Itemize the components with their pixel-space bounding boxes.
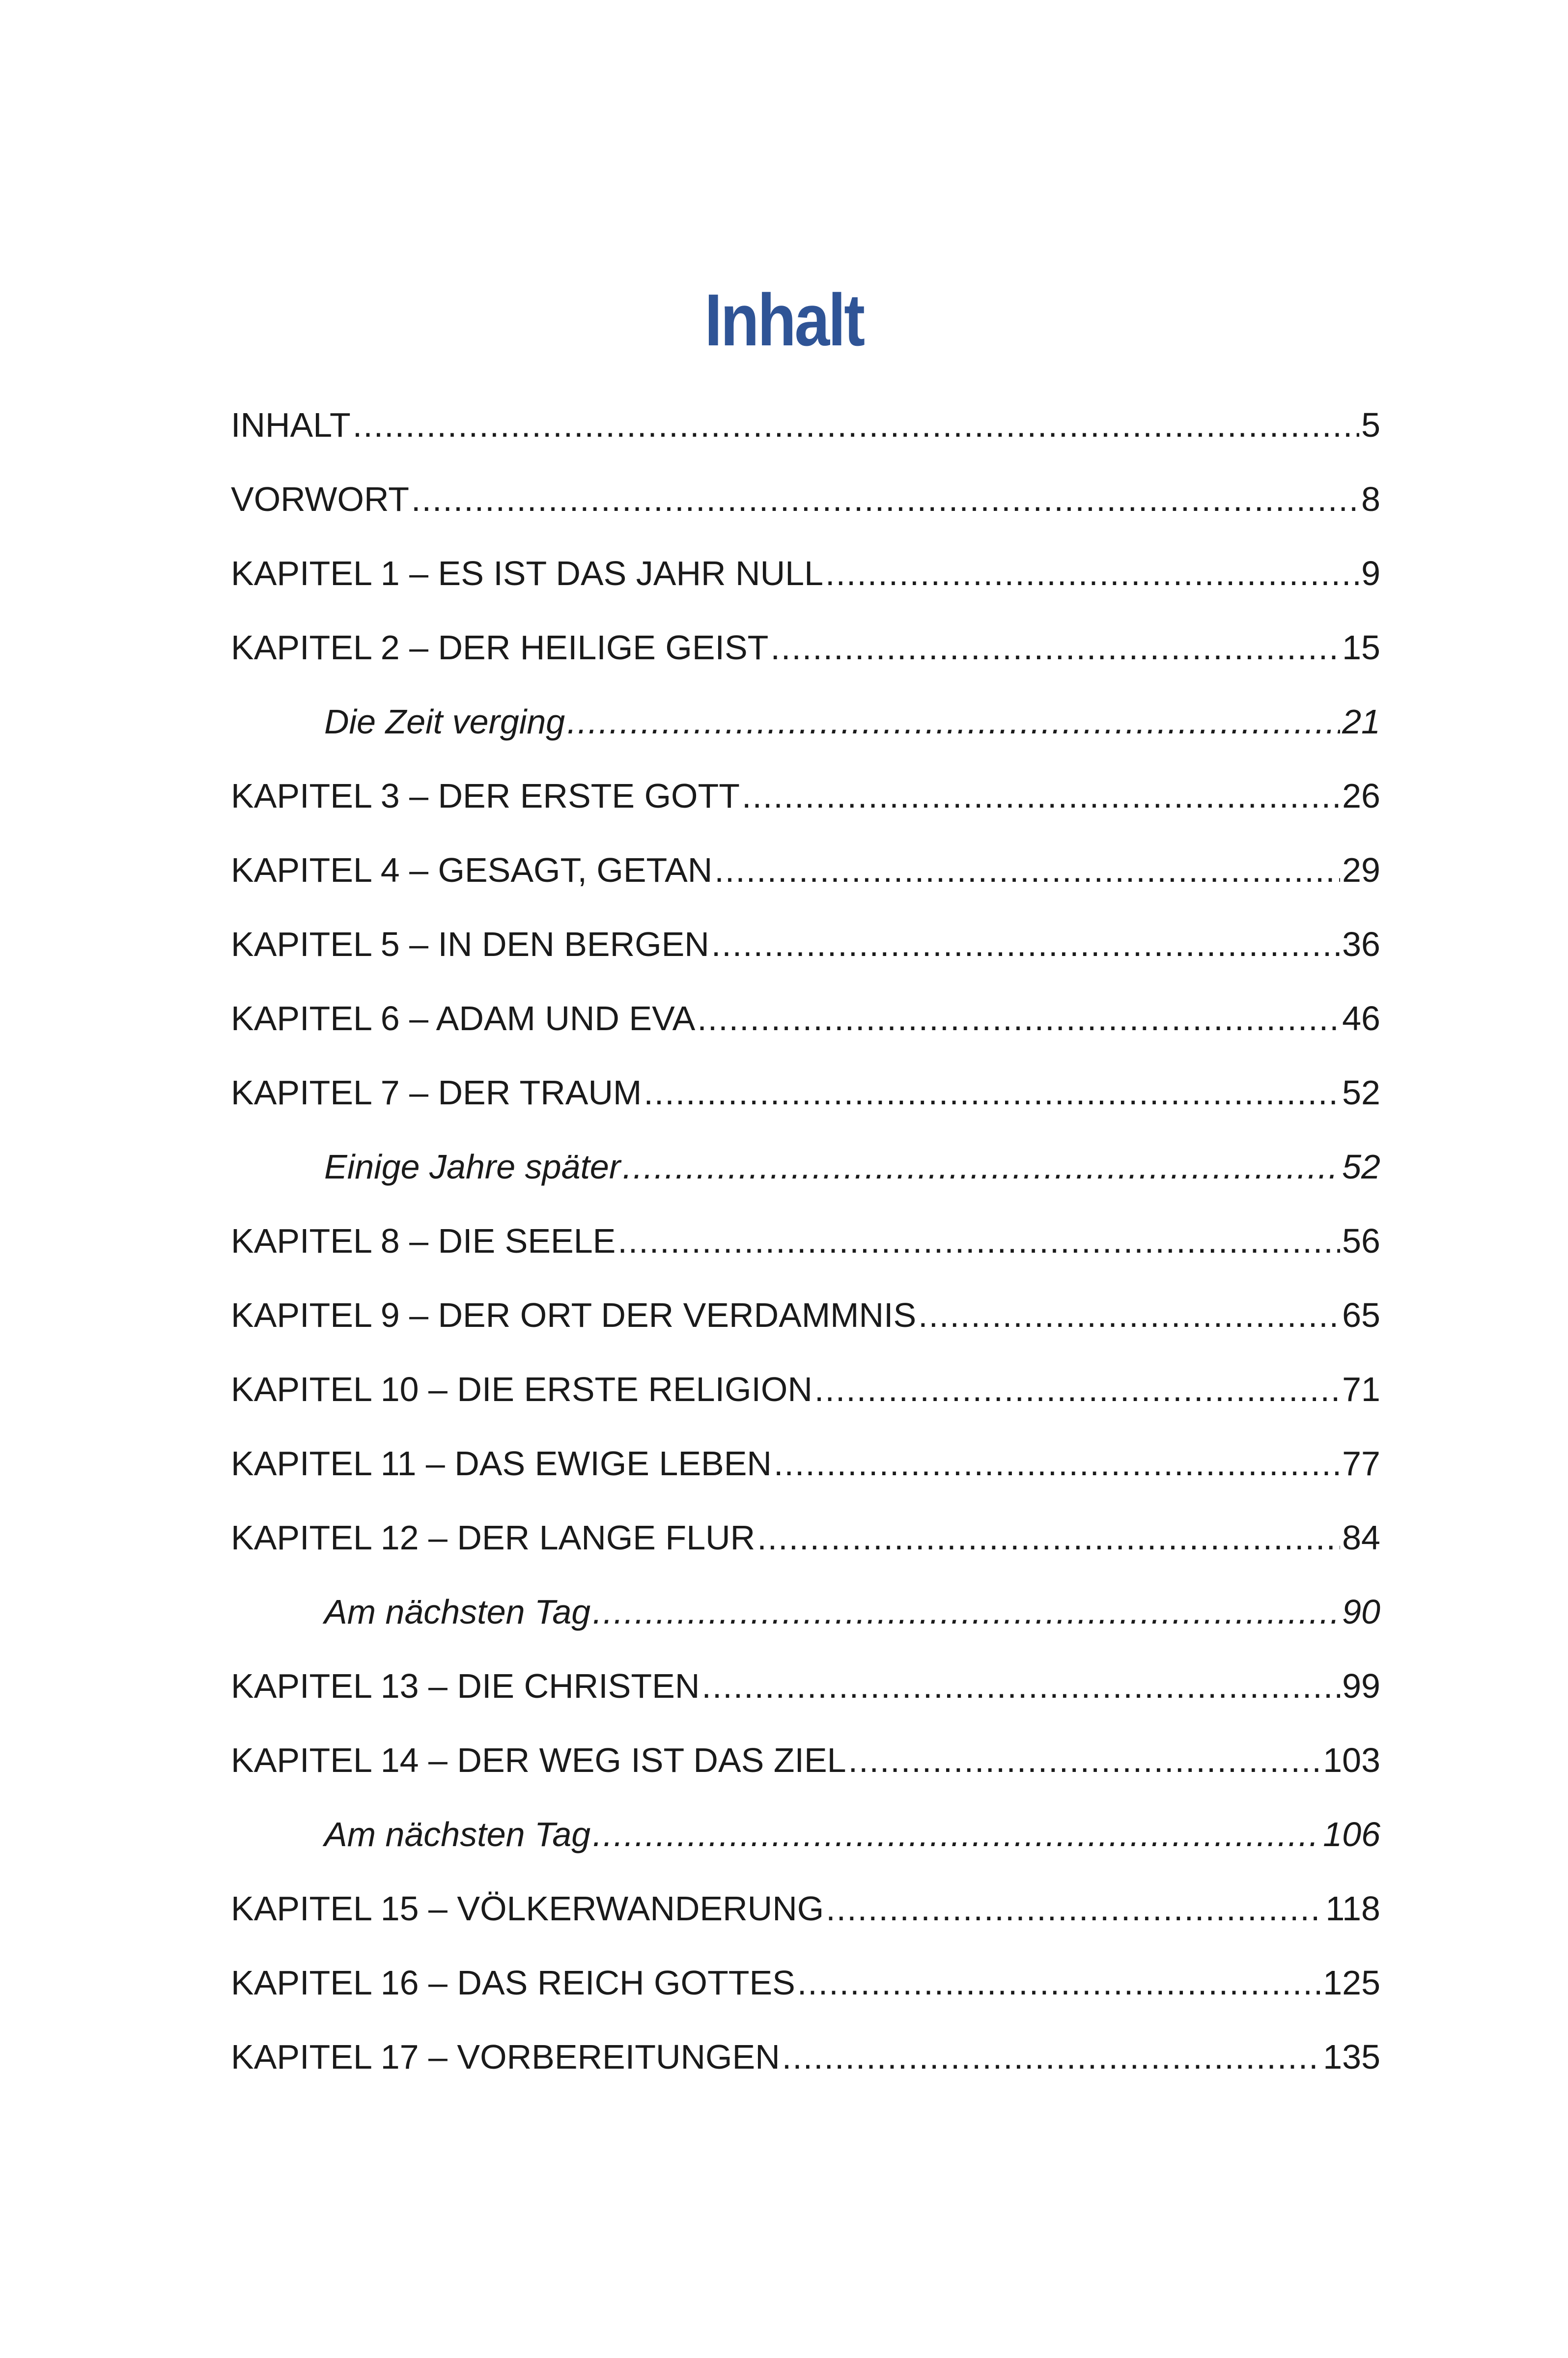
toc-entry-label: KAPITEL 17 – VORBEREITUNGEN [231,2038,780,2076]
toc-entry[interactable] [231,907,1380,982]
toc-entry-label: KAPITEL 11 – DAS EWIGE LEBEN [231,1444,772,1483]
toc-entry[interactable] [231,611,1380,685]
toc-page-number: 36 [1342,925,1380,963]
toc-entry[interactable] [231,1872,1380,1946]
toc-entry[interactable] [231,1501,1380,1575]
toc-dot-leader [814,1352,1340,1427]
toc-entry[interactable] [231,759,1380,833]
toc-dot-leader [592,1575,1340,1649]
toc-entry[interactable] [231,462,1380,536]
toc-subentry[interactable] [231,685,1380,759]
toc-page-number: 99 [1342,1667,1380,1705]
toc-entry[interactable] [231,1204,1380,1278]
toc-page-number: 125 [1323,1964,1380,2002]
toc-page-number: 29 [1342,851,1380,889]
toc-dot-leader [617,1204,1340,1278]
toc-entry-label: KAPITEL 2 – DER HEILIGE GEIST [231,628,769,667]
toc-dot-leader [770,611,1340,685]
toc-entry-label: KAPITEL 16 – DAS REICH GOTTES [231,1964,795,2002]
toc-dot-leader [622,1130,1340,1204]
toc-page-number: 118 [1325,1889,1380,1928]
toc-entry[interactable] [231,1056,1380,1130]
toc-entry[interactable] [231,388,1380,462]
toc-page-number: 46 [1342,999,1380,1038]
toc-subentry[interactable] [231,1130,1380,1204]
toc-page-number: 15 [1342,628,1380,667]
toc-entry[interactable] [231,2020,1380,2094]
toc-page-number: 71 [1342,1370,1380,1408]
toc-dot-leader [782,2020,1321,2094]
toc-entry-label: INHALT [231,406,351,444]
toc-entry-label: KAPITEL 15 – VÖLKERWANDERUNG [231,1889,824,1928]
toc-page-number: 56 [1342,1222,1380,1260]
toc-dot-leader [826,1872,1323,1946]
toc-entry[interactable] [231,1946,1380,2020]
toc-entry-label: KAPITEL 6 – ADAM UND EVA [231,999,696,1038]
toc-entry-label: KAPITEL 8 – DIE SEELE [231,1222,616,1260]
toc-page-number: 65 [1342,1296,1380,1334]
toc-dot-leader [353,388,1359,462]
toc-page-number: 103 [1323,1741,1380,1779]
toc-page-number: 106 [1323,1815,1380,1853]
toc-page-number: 84 [1342,1518,1380,1557]
toc-page-number: 52 [1342,1148,1380,1186]
toc-dot-leader [918,1278,1340,1352]
toc-dot-leader [742,759,1340,833]
toc-entry[interactable] [231,1278,1380,1352]
toc-entry-label: KAPITEL 5 – IN DEN BERGEN [231,925,709,963]
toc-entry[interactable] [231,982,1380,1056]
toc-page-number: 21 [1342,702,1380,741]
toc-entry-label: KAPITEL 12 – DER LANGE FLUR [231,1518,756,1557]
toc-entry-label: VORWORT [231,480,409,518]
toc-entry-label: KAPITEL 10 – DIE ERSTE RELIGION [231,1370,812,1408]
page-title: Inhalt [704,278,864,361]
toc-entry[interactable] [231,536,1380,611]
toc-entry-label: Die Zeit verging [324,702,565,741]
toc-entry-label: KAPITEL 3 – DER ERSTE GOTT [231,777,740,815]
toc-dot-leader [697,982,1340,1056]
toc-entry[interactable] [231,1352,1380,1427]
toc-dot-leader [757,1501,1340,1575]
toc-dot-leader [711,907,1340,982]
toc-dot-leader [774,1427,1340,1501]
toc-subentry[interactable] [231,1575,1380,1649]
toc-dot-leader [644,1056,1340,1130]
toc-entry-label: KAPITEL 7 – DER TRAUM [231,1073,642,1112]
toc-page-number: 5 [1361,406,1380,444]
toc-dot-leader [411,462,1359,536]
toc-page-number: 52 [1342,1073,1380,1112]
toc-entry-label: KAPITEL 4 – GESAGT, GETAN [231,851,713,889]
toc-entry-label: KAPITEL 1 – ES IST DAS JAHR NULL [231,554,823,592]
toc-entry[interactable] [231,1427,1380,1501]
toc-dot-leader [567,685,1340,759]
toc-page-number: 77 [1342,1444,1380,1483]
toc-page-number: 90 [1342,1593,1380,1631]
toc-entry-label: Einige Jahre später [324,1148,621,1186]
toc-dot-leader [825,536,1359,611]
toc-dot-leader [797,1946,1321,2020]
toc-dot-leader [701,1649,1340,1723]
toc-entry-label: Am nächsten Tag [324,1815,591,1853]
toc-page-number: 9 [1361,554,1380,592]
toc-entry[interactable] [231,1649,1380,1723]
toc-dot-leader [714,833,1340,907]
toc-page-number: 135 [1323,2038,1380,2076]
toc-page-number: 8 [1361,480,1380,518]
toc-dot-leader [848,1723,1321,1797]
table-of-contents [231,388,1380,2094]
toc-entry-label: KAPITEL 13 – DIE CHRISTEN [231,1667,700,1705]
toc-entry-label: Am nächsten Tag [324,1593,591,1631]
toc-entry-label: KAPITEL 14 – DER WEG IST DAS ZIEL [231,1741,846,1779]
toc-entry[interactable] [231,1723,1380,1797]
toc-entry[interactable] [231,833,1380,907]
toc-subentry[interactable] [231,1797,1380,1872]
toc-dot-leader [592,1797,1321,1872]
toc-page-number: 26 [1342,777,1380,815]
toc-entry-label: KAPITEL 9 – DER ORT DER VERDAMMNIS [231,1296,917,1334]
